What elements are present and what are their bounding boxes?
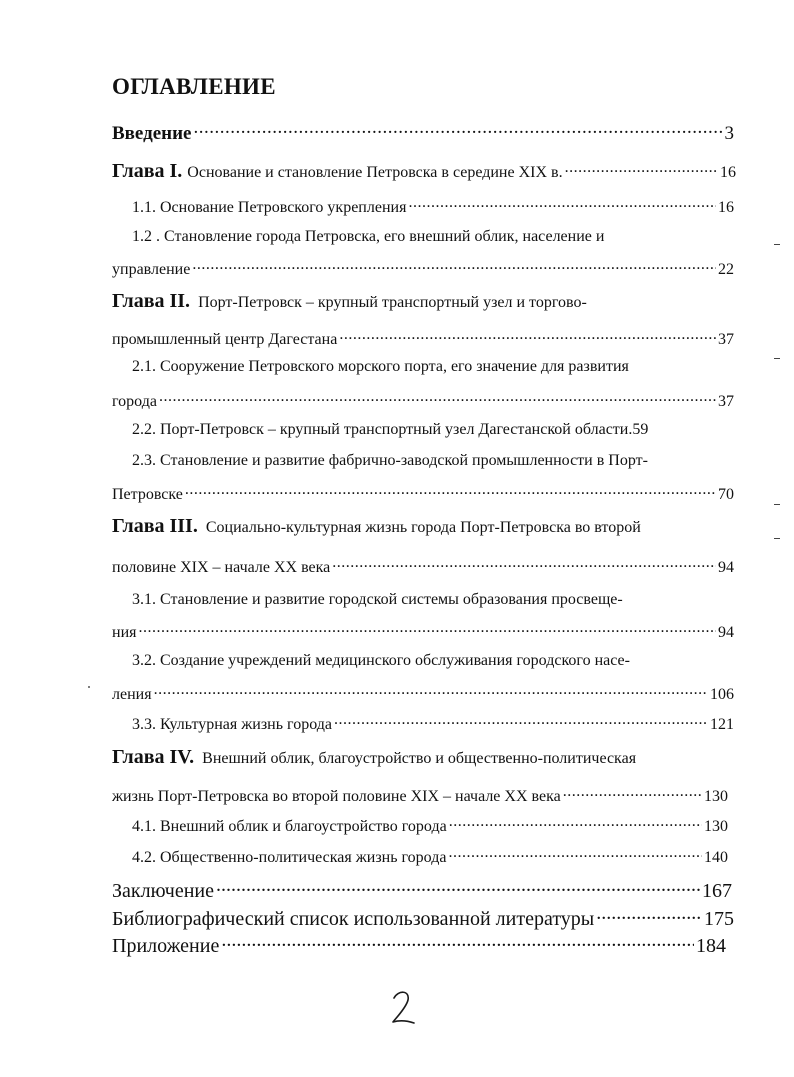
toc-chapter1-label: Глава I. (112, 160, 183, 182)
toc-4-2-page: 140 (704, 849, 728, 866)
toc-entry-chapter4 (112, 785, 728, 806)
toc-3-2-line1: 3.2. Создание учреждений медицинского обслуживания городского насе- (132, 652, 630, 669)
dot-leader (138, 621, 716, 637)
toc-entry-intro (112, 120, 734, 145)
toc-chapter4-line1-row (112, 746, 636, 769)
handwritten-page-number (388, 988, 418, 1028)
dot-leader (216, 877, 700, 897)
toc-3-1-line1: 3.1. Становление и развитие городской системы образования просвеще- (132, 591, 623, 608)
toc-1-1-text: 1.1. Основание Петровского укрепления (132, 199, 407, 216)
toc-chapter1-page: 16 (720, 164, 736, 181)
toc-2-3-page: 70 (718, 486, 734, 503)
toc-appendix-page: 184 (696, 935, 726, 957)
toc-2-3-line2: Петровске (112, 486, 183, 503)
toc-title: ОГЛАВЛЕНИЕ (112, 74, 276, 99)
toc-entry-1-1 (132, 196, 734, 217)
toc-chapter3-line1-row (112, 515, 641, 538)
toc-1-2-line2: управление (112, 261, 191, 278)
dot-leader (154, 683, 708, 699)
dot-leader (185, 483, 716, 499)
dot-leader (194, 120, 723, 139)
toc-chapter3-line1: Социально-культурная жизнь города Порт-Петровска во второй (205, 519, 641, 536)
toc-2-3-line1: 2.3. Становление и развитие фабрично-заводской промышленности в Порт- (132, 452, 648, 469)
toc-entry-3-2 (112, 683, 734, 704)
toc-chapter2-page: 37 (718, 331, 734, 348)
toc-entry-1-2 (112, 258, 734, 279)
scan-mark (774, 504, 780, 505)
toc-1-2-line1: 1.2 . Становление города Петровска, его внешний облик, население и (132, 228, 605, 245)
toc-2-1-page: 37 (718, 393, 734, 410)
toc-4-1-page: 130 (704, 818, 728, 835)
toc-conclusion-page: 167 (702, 880, 732, 902)
dot-leader (565, 161, 718, 177)
dot-leader (159, 390, 716, 406)
toc-1-1-page: 16 (718, 199, 734, 216)
scan-mark (774, 358, 780, 359)
toc-3-2-page: 106 (710, 686, 734, 703)
toc-entry-chapter2 (112, 328, 734, 349)
toc-3-2-line2: ления (112, 686, 152, 703)
toc-1-2-page: 22 (718, 261, 734, 278)
toc-entry-3-3 (132, 713, 734, 734)
toc-bibliography-label: Библиографический список использованной литературы (112, 908, 595, 930)
toc-chapter2-line1: Порт-Петровск – крупный транспортный узел и торгово- (198, 294, 587, 311)
toc-entry-chapter1 (112, 160, 736, 183)
toc-chapter3-page: 94 (718, 559, 734, 576)
dot-leader (334, 713, 708, 729)
toc-entry-bibliography (112, 905, 734, 931)
toc-entry-4-1 (132, 815, 728, 836)
toc-chapter2-line2: промышленный центр Дагестана (112, 331, 338, 348)
toc-entry-appendix (112, 932, 726, 958)
toc-chapter4-page: 130 (704, 788, 728, 805)
toc-entry-2-2 (132, 421, 648, 439)
toc-chapter4-line1: Внешний облик, благоустройство и общественно-политическая (202, 750, 637, 767)
toc-2-2-text: 2.2. Порт-Петровск – крупный транспортный узел Дагестанской области. (132, 421, 633, 438)
toc-bibliography-page: 175 (704, 908, 734, 930)
toc-chapter4-line2: жизнь Порт-Петровска во второй половине XIX – начале XX века (112, 788, 561, 805)
scan-mark (774, 244, 780, 245)
toc-3-1-page: 94 (718, 624, 734, 641)
toc-4-2-text: 4.2. Общественно-политическая жизнь города (132, 849, 447, 866)
dot-leader (339, 328, 716, 344)
scan-mark (774, 538, 780, 539)
toc-4-1-text: 4.1. Внешний облик и благоустройство города (132, 818, 447, 835)
dot-leader (596, 905, 702, 925)
toc-chapter2-label: Глава II. (112, 290, 191, 312)
toc-entry-4-2 (132, 846, 728, 867)
dot-leader (332, 556, 716, 572)
toc-conclusion-label: Заключение (112, 880, 214, 902)
dot-leader (192, 258, 716, 274)
toc-chapter2-line1-row (112, 290, 587, 313)
dot-leader (408, 196, 716, 212)
toc-chapter3-line2: половине XIX – начале XX века (112, 559, 331, 576)
dot-leader (448, 846, 702, 862)
toc-chapter3-label: Глава III. (112, 515, 198, 537)
toc-3-3-page: 121 (710, 716, 734, 733)
toc-3-1-line2: ния (112, 624, 137, 641)
toc-3-3-text: 3.3. Культурная жизнь города (132, 716, 332, 733)
scan-mark (88, 686, 90, 688)
toc-2-1-line2: города (112, 393, 157, 410)
toc-appendix-label: Приложение (112, 935, 220, 957)
toc-entry-2-3 (112, 483, 734, 504)
toc-entry-2-1 (112, 390, 734, 411)
toc-entry-conclusion (112, 877, 732, 903)
toc-entry-chapter3 (112, 556, 734, 577)
dot-leader (563, 785, 702, 801)
dot-leader (449, 815, 702, 831)
toc-intro-label: Введение (112, 123, 192, 144)
toc-2-1-line1: 2.1. Сооружение Петровского морского порта, его значение для развития (132, 358, 629, 375)
toc-entry-3-1 (112, 621, 734, 642)
toc-chapter1-text: Основание и становление Петровска в середине XIX в. (187, 164, 563, 181)
toc-intro-page: 3 (724, 123, 734, 144)
toc-chapter4-label: Глава IV. (112, 746, 195, 768)
toc-2-2-page: 59 (632, 421, 649, 438)
dot-leader (221, 932, 694, 952)
